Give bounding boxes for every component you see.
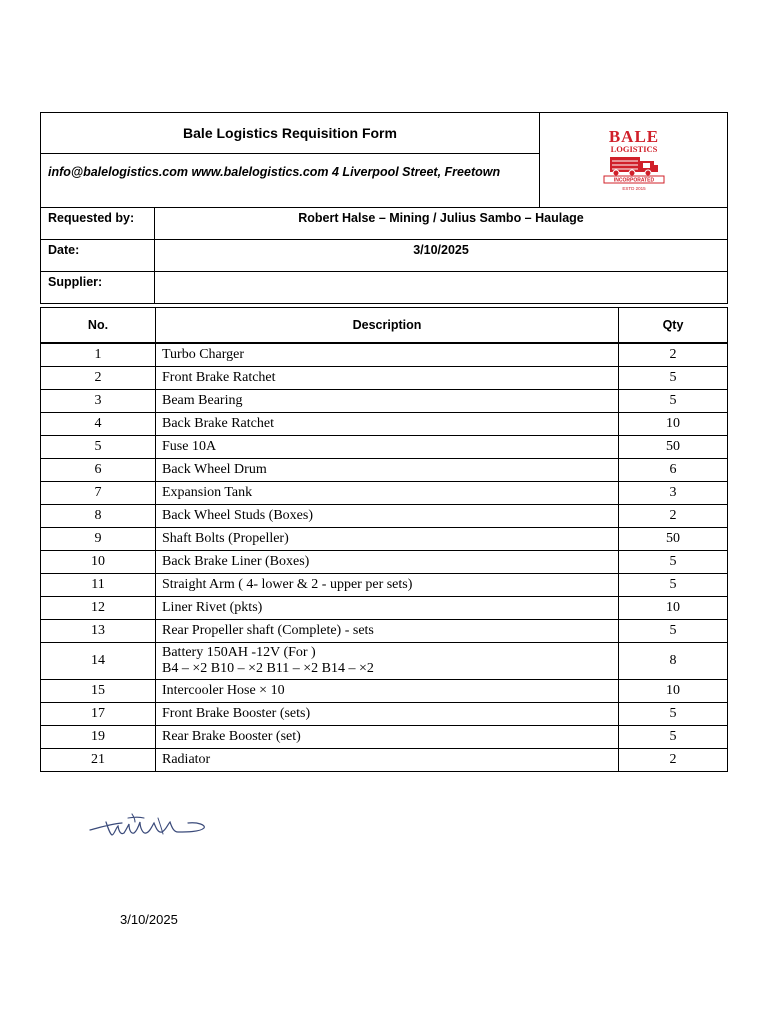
row-description: Rear Brake Booster (set): [156, 726, 619, 749]
row-number: 19: [41, 726, 156, 749]
row-number: 11: [41, 574, 156, 597]
row-description: Turbo Charger: [156, 343, 619, 367]
table-row: [41, 749, 728, 772]
row-qty: 6: [619, 459, 728, 482]
signature: [88, 808, 212, 844]
form-title: Bale Logistics Requisition Form: [41, 113, 539, 154]
row-qty: 50: [619, 528, 728, 551]
bale-logistics-logo-icon: [594, 127, 674, 193]
row-qty: 10: [619, 680, 728, 703]
requested-by-label: Requested by:: [41, 208, 155, 240]
header-left: [41, 113, 540, 207]
row-number: 2: [41, 367, 156, 390]
row-qty: 5: [619, 367, 728, 390]
row-number: 14: [41, 643, 156, 680]
row-qty: 3: [619, 482, 728, 505]
row-qty: 5: [619, 574, 728, 597]
row-number: 6: [41, 459, 156, 482]
signature-icon: [88, 808, 212, 844]
column-header-qty: Qty: [619, 308, 728, 344]
row-description: Intercooler Hose × 10: [156, 680, 619, 703]
signature-date: 3/10/2025: [120, 912, 178, 927]
items-body: [41, 343, 728, 772]
row-qty: 10: [619, 597, 728, 620]
row-qty: 5: [619, 620, 728, 643]
row-description: Front Brake Ratchet: [156, 367, 619, 390]
row-number: 7: [41, 482, 156, 505]
row-number: 9: [41, 528, 156, 551]
row-description: Back Wheel Drum: [156, 459, 619, 482]
form-header: [40, 112, 728, 208]
logo-line1: BALE: [608, 127, 659, 146]
row-qty: 50: [619, 436, 728, 459]
contact-line: info@balelogistics.com www.balelogistics.com 4 Liverpool Street, Freetown: [48, 165, 501, 179]
row-qty: 2: [619, 749, 728, 772]
row-description: Expansion Tank: [156, 482, 619, 505]
row-description: Rear Propeller shaft (Complete) - sets: [156, 620, 619, 643]
table-row: [41, 680, 728, 703]
table-row: [41, 436, 728, 459]
row-qty: 10: [619, 413, 728, 436]
row-description-line1: Battery 150AH -12V (For ): [162, 645, 316, 660]
logo-banner: INCORPORATED: [613, 177, 654, 184]
table-row: [41, 528, 728, 551]
row-qty: 5: [619, 726, 728, 749]
date-row: [41, 240, 728, 272]
table-row: [41, 505, 728, 528]
row-description: Back Brake Liner (Boxes): [156, 551, 619, 574]
items-table: [40, 307, 728, 772]
table-row: [41, 367, 728, 390]
table-row: [41, 343, 728, 367]
table-row: [41, 574, 728, 597]
row-description-line2: B4 – ×2 B10 – ×2 B11 – ×2 B14 – ×2: [162, 661, 374, 676]
table-row: [41, 413, 728, 436]
requested-by-row: [41, 208, 728, 240]
row-description: [156, 643, 619, 680]
row-description: Straight Arm ( 4- lower & 2 - upper per sets): [156, 574, 619, 597]
date-label: Date:: [41, 240, 155, 272]
row-description: Back Wheel Studs (Boxes): [156, 505, 619, 528]
row-number: 15: [41, 680, 156, 703]
table-row: [41, 620, 728, 643]
row-description: Beam Bearing: [156, 390, 619, 413]
row-number: 17: [41, 703, 156, 726]
row-number: 8: [41, 505, 156, 528]
row-description: Back Brake Ratchet: [156, 413, 619, 436]
company-logo: [540, 113, 727, 207]
table-row: [41, 726, 728, 749]
row-number: 12: [41, 597, 156, 620]
logo-line2: LOGISTICS: [610, 144, 657, 154]
table-row: [41, 643, 728, 680]
table-row: [41, 482, 728, 505]
supplier-row: [41, 272, 728, 304]
table-row: [41, 703, 728, 726]
row-description: Fuse 10A: [156, 436, 619, 459]
table-row: [41, 597, 728, 620]
supplier-value: [155, 272, 728, 304]
row-description: Shaft Bolts (Propeller): [156, 528, 619, 551]
row-number: 1: [41, 343, 156, 367]
column-header-description: Description: [156, 308, 619, 344]
requested-by-value: Robert Halse – Mining / Julius Sambo – Haulage: [155, 208, 728, 240]
row-number: 21: [41, 749, 156, 772]
column-header-no: No.: [41, 308, 156, 344]
table-row: [41, 459, 728, 482]
row-number: 3: [41, 390, 156, 413]
table-row: [41, 390, 728, 413]
row-number: 5: [41, 436, 156, 459]
table-row: [41, 551, 728, 574]
date-value: 3/10/2025: [155, 240, 728, 272]
row-number: 4: [41, 413, 156, 436]
row-number: 13: [41, 620, 156, 643]
row-qty: 5: [619, 551, 728, 574]
row-description: Liner Rivet (pkts): [156, 597, 619, 620]
row-qty: 2: [619, 505, 728, 528]
items-header-row: [41, 308, 728, 344]
row-number: 10: [41, 551, 156, 574]
supplier-label: Supplier:: [41, 272, 155, 304]
row-qty: 2: [619, 343, 728, 367]
row-qty: 5: [619, 390, 728, 413]
logo-est: ESTD 2015: [621, 186, 646, 191]
row-description: Front Brake Booster (sets): [156, 703, 619, 726]
row-description: Radiator: [156, 749, 619, 772]
row-qty: 5: [619, 703, 728, 726]
info-table: [40, 207, 728, 304]
row-qty: 8: [619, 643, 728, 680]
